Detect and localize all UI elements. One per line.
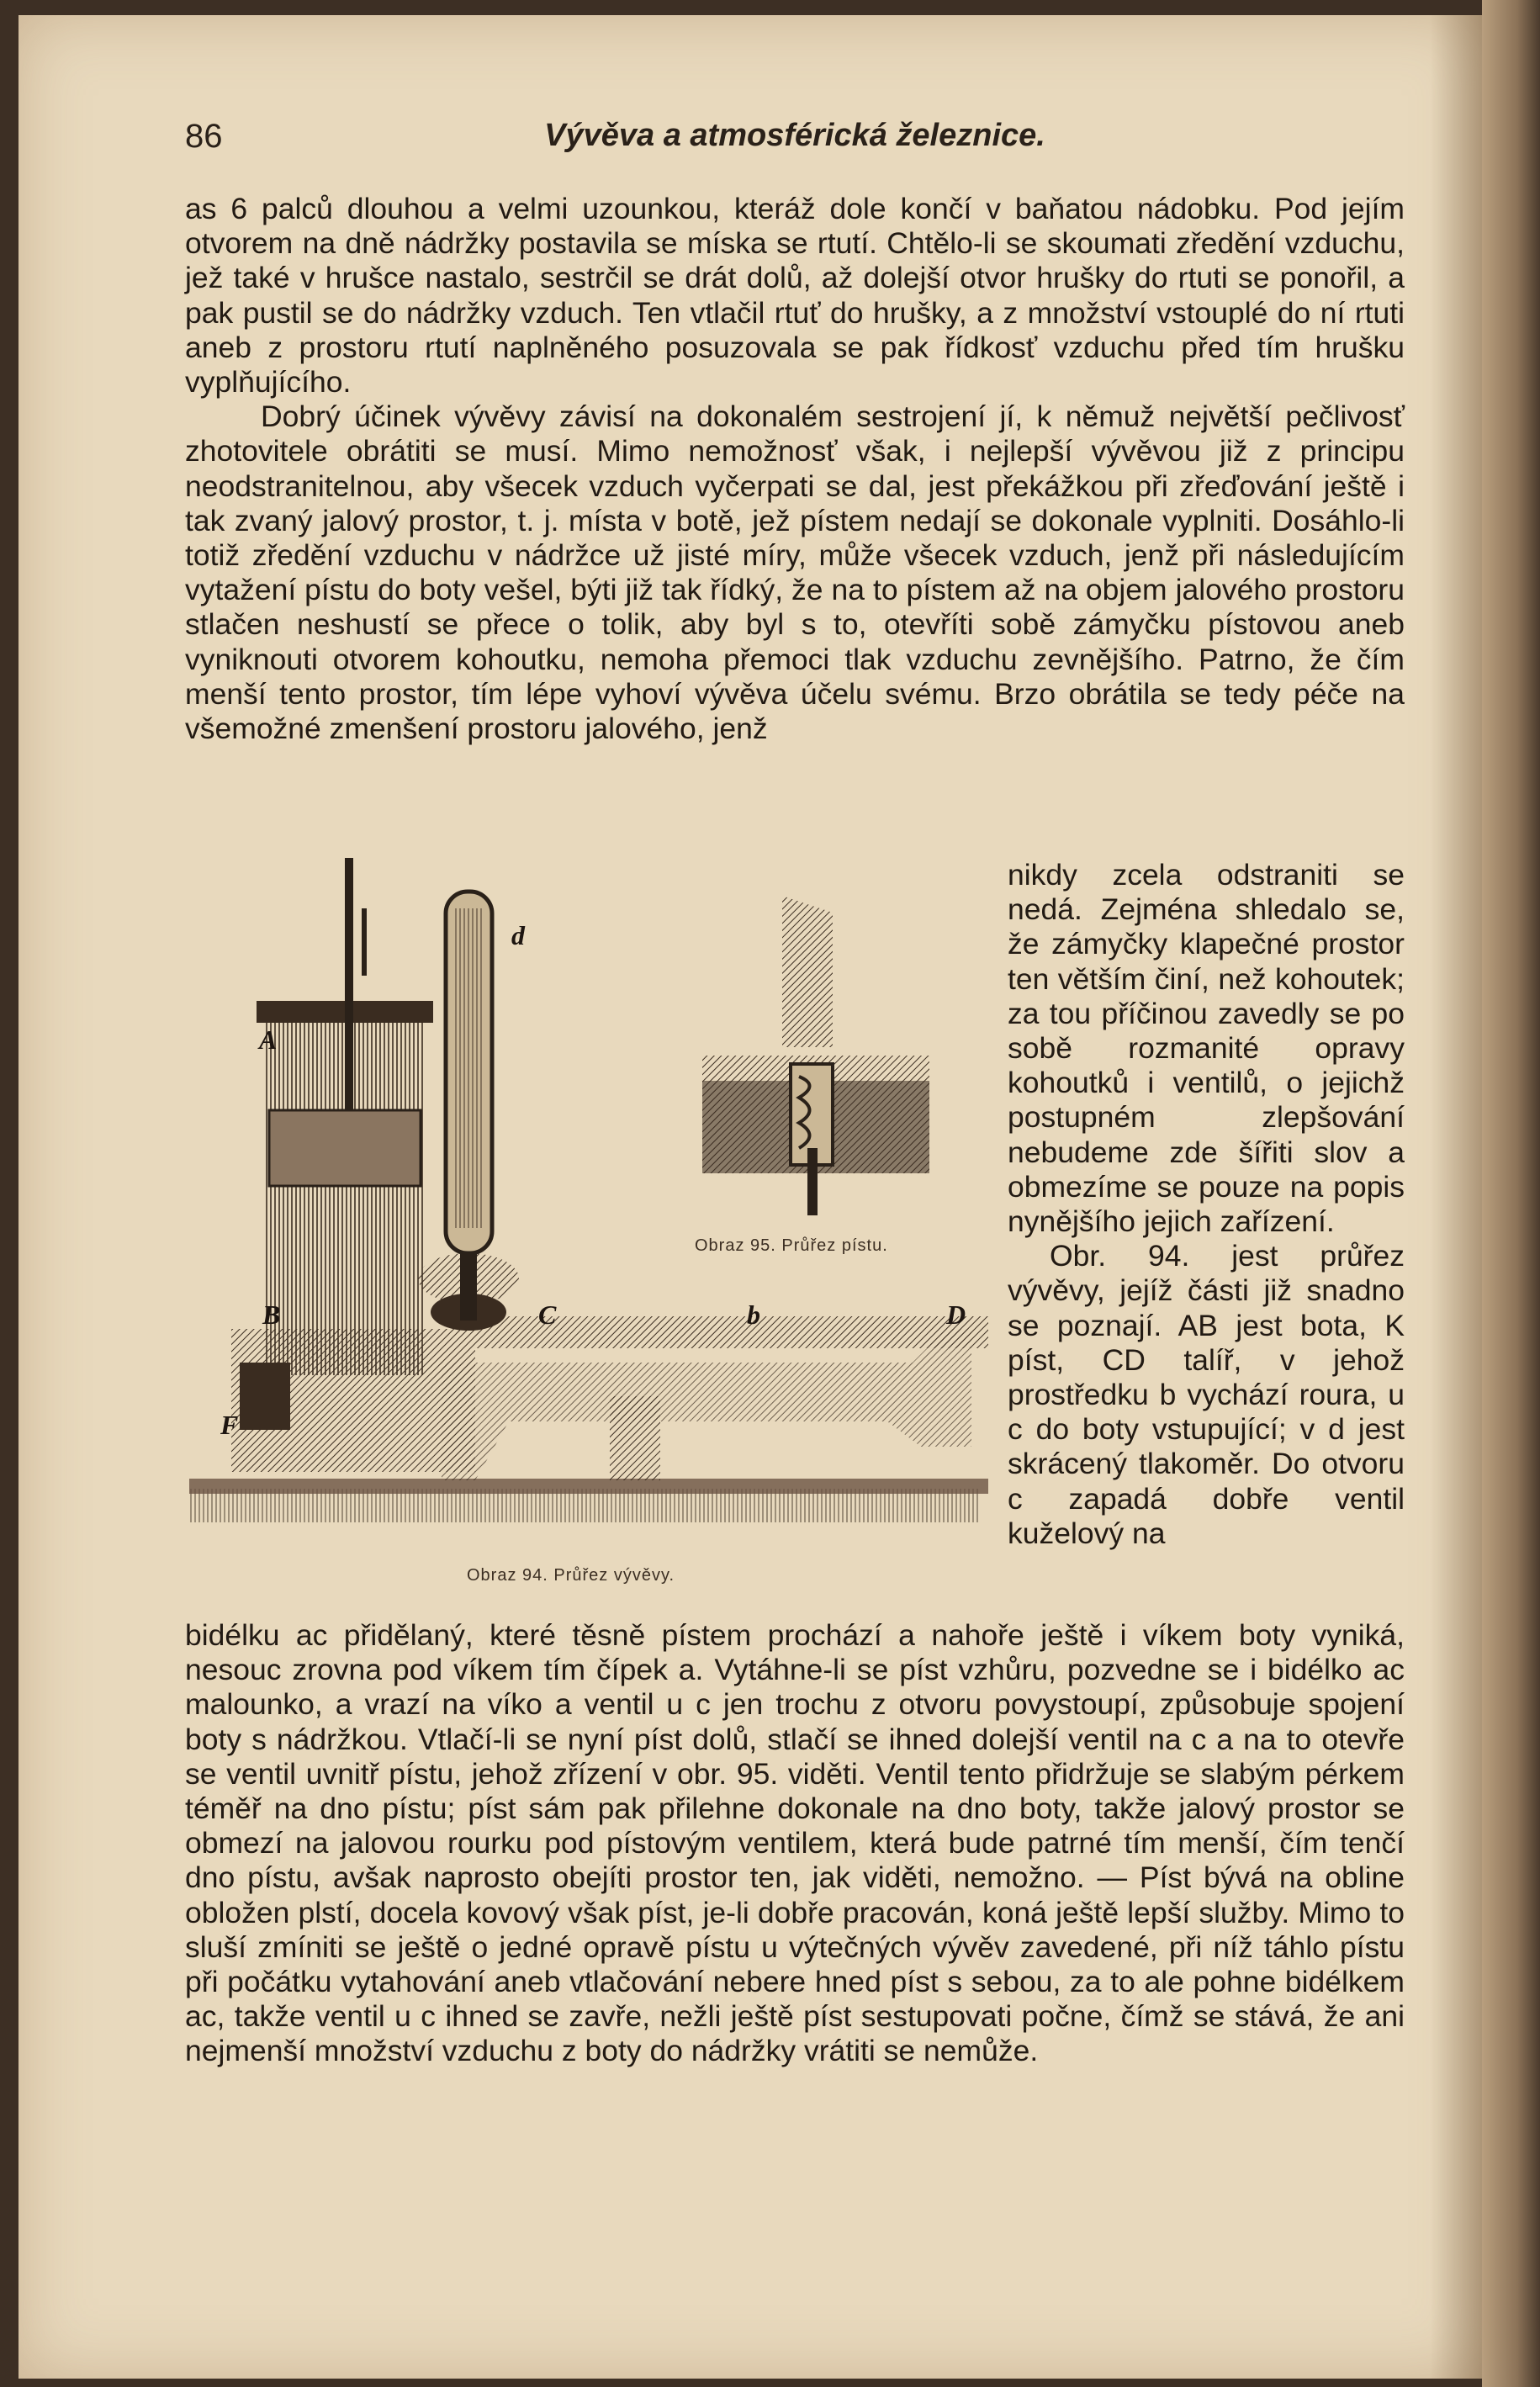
fig94-label-C: C [538,1299,557,1330]
figure-94-caption: Obraz 94. Průřez vývěvy. [467,1566,675,1585]
figure-95-caption: Obraz 95. Průřez pístu. [695,1236,888,1255]
fig94-label-b: b [747,1299,760,1330]
fig94-label-d: d [511,920,525,950]
text-block-bottom [185,1618,1405,2069]
paragraph-side-2: Obr. 94. jest průřez vývěvy, jejíž části již snadno se poznají. AB jest bota, K píst, CD talíř, v jehož prostředku b vychází roura, u c do boty vstupující; v d jest skrácený tlakoměr. Do otvoru c zapadá dobře ventil kuželový na [1008,1239,1405,1550]
page-gutter-shadow [1430,15,1482,2379]
page-number: 86 [185,118,223,155]
text-block-top [185,192,1405,746]
next-page-edge [1482,0,1540,2387]
fig94-label-F: F [220,1410,239,1440]
text-block-side [1008,858,1405,1551]
paragraph-continued: as 6 palců dlouhou a velmi uzounkou, kteráž dole končí v baňatou nádobku. Pod jejím otvorem na dně nádržky postavila se míska se rtutí. Chtělo-li se skoumati zředění vzduchu, jež také v hrušce nastalo, sestrčil se drát dolů, až dolejší otvor hrušky do rtuti se ponořil, a pak pustil se do nádržky vzduch. Ten vtlačil rtuť do hrušky, a z množství vstouplé do ní rtuti aneb z prostoru rtutí naplněného posuzovala se pak řídkosť vzduchu před tím hrušku vyplňujícího. [185,192,1405,400]
fig94-label-B: B [262,1299,281,1330]
fig94-label-A: A [259,1024,278,1055]
fig94-label-D: D [946,1299,966,1330]
running-head: Vývěva a atmosférická železnice. [544,118,1045,153]
paragraph-dobry-ucinek: Dobrý účinek vývěvy závisí na dokonalém sestrojení jí, k němuž největší pečlivosť zhotovitele obrátiti se musí. Mimo nemožnosť však, i nejlepší vývěvou již z principu neodstranitelnou, aby všecek vzduch vyčerpati se dal, jest překážkou při zřeďování ještě i tak zvaný jalový prostor, t. j. místa v botě, jež pístem nedají se dokonale vyplniti. Dosáhlo-li totiž zředění vzduchu v nádržce už jisté míry, může všecek vzduch, jenž při následujícím vytažení pístu do boty vešel, býti již tak řídký, že na to pístem až na objem jalového prostoru stlačen neshustí se přece o tolik, aby byl s to, otevříti sobě zámyčku pístovou aneb vyniknouti otvorem kohoutku, nemoha přemoci tlak vzduchu zevnějšího. Patrno, že čím menší tento prostor, tím lépe vyhoví vývěva účelu svému. Brzo obrátila se tedy péče na všemožné zmenšení prostoru jalového, jenž [185,400,1405,746]
figure-95-piston-section [702,896,955,1232]
paragraph-side-1: nikdy zcela odstraniti se nedá. Zejména shledalo se, že zámyčky klapečné prostor ten větším činí, než kohoutek; za tou příčinou zavedly se po sobě rozmanité opravy kohoutků i ventilů, o jejichž postupném zlepšování nebudeme zde šířiti slov a obmezíme se pouze na popis nynějšího jejich zařízení. [1008,858,1405,1239]
paragraph-bidelku: bidélku ac přidělaný, které těsně pístem prochází a nahoře ještě i víkem boty vyniká, nesouc zrovna pod víkem tím čípek a. Vytáhne-li se píst vzhůru, pozvedne se i bidélko ac malounko, a vrazí na víko a ventil u c jen trochu z otvoru povystoupí, způsobuje spojení boty s nádržkou. Vtlačí-li se nyní píst dolů, stlačí se ihned dolejší ventil na c a na to otevře se ventil uvnitř pístu, jehož zřízení v obr. 95. viděti. Ventil tento přidržuje se slabým pérkem téměř na dno pístu; píst sám pak přilehne dokonale na dno boty, takže jalový prostor se obmezí na jalovou rourku pod pístovým ventilem, která bude patrné tím menší, čím tenčí dno pístu, avšak naprosto obejíti prostor ten, jak viděti, nemožno. — Píst bývá na obline obložen plstí, docela kovový však píst, je-li dobře pracován, koná ještě lepší služby. Mimo to sluší zmíniti se ještě o jedné opravě pístu u výtečných vývěv zavedené, při níž táhlo pístu při počátku vytahování aneb vtlačování nebere hned píst s sebou, za to ale pohne bidélkem ac, takže ventil u c ihned se zavře, nežli ještě píst sestupovati počne, čímž se stává, že ani nejmenší množství vzduchu z boty do nádržky vrátiti se nemůže. [185,1618,1405,2068]
page-header [185,118,1405,168]
